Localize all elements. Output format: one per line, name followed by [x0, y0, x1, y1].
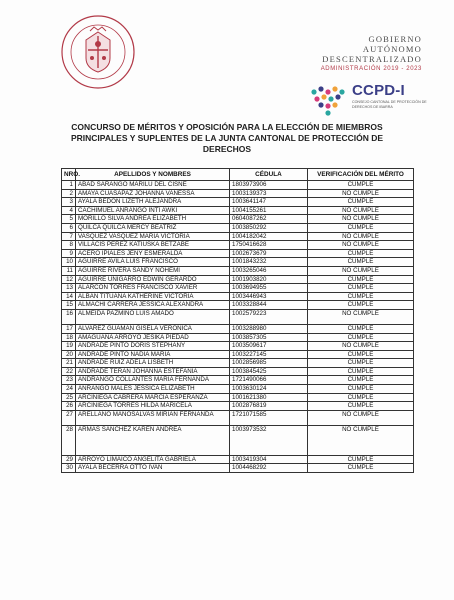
row-verification: CUMPLE — [308, 402, 414, 411]
row-name: ALMACHI CARRERA JESSICA ALEXANDRA — [76, 301, 230, 310]
header-verification: VERIFICACIÓN DEL MÉRITO — [308, 169, 414, 181]
row-name: AYALA BECERRA OTTO IVAN — [76, 464, 230, 473]
table-row — [62, 292, 414, 301]
row-number: 16 — [62, 309, 76, 324]
row-name: ANDRANGO COLLANTES MARIA FERNANDA — [76, 376, 230, 385]
ccpd-name: CCPD-I — [352, 82, 405, 99]
row-name: ARCINIEGA TORRES HILDA MARICELA — [76, 402, 230, 411]
row-number: 20 — [62, 350, 76, 359]
row-name: ANDRADE PINTO DORIS STEPHANY — [76, 342, 230, 351]
table-row — [62, 215, 414, 224]
candidates-table — [61, 168, 414, 473]
row-verification: CUMPLE — [308, 359, 414, 368]
row-cedula: 1003845425 — [230, 367, 308, 376]
row-name: ARCINIEGA CABRERA MARCIA ESPERANZA — [76, 393, 230, 402]
header-names: APELLIDOS Y NOMBRES — [76, 169, 230, 181]
row-verification: NO CUMPLE — [308, 206, 414, 215]
government-header — [292, 34, 422, 72]
title-line-3: DERECHOS — [202, 144, 252, 154]
table-row — [62, 425, 414, 455]
row-number: 25 — [62, 393, 76, 402]
header-cedula: CÉDULA — [230, 169, 308, 181]
row-number: 13 — [62, 284, 76, 293]
row-verification: NO CUMPLE — [308, 342, 414, 351]
table-row — [62, 266, 414, 275]
table-row — [62, 258, 414, 267]
row-verification: CUMPLE — [308, 198, 414, 207]
row-verification: NO CUMPLE — [308, 241, 414, 250]
row-number: 23 — [62, 376, 76, 385]
row-name: ARMAS SANCHEZ KAREN ANDREA — [76, 425, 230, 455]
title-line-2: PRINCIPALES Y SUPLENTES DE LA JUNTA CANTONAL DE PROTECCIÓN DE — [70, 133, 384, 143]
table-row — [62, 324, 414, 333]
title-line-1: CONCURSO DE MÉRITOS Y OPOSICIÓN PARA LA ELECCIÓN DE MIEMBROS — [71, 122, 383, 132]
table-row — [62, 223, 414, 232]
table-row — [62, 309, 414, 324]
row-verification: CUMPLE — [308, 258, 414, 267]
row-name: AGUIRRE AVILA LUIS FRANCISCO — [76, 258, 230, 267]
table-row — [62, 393, 414, 402]
row-verification: CUMPLE — [308, 464, 414, 473]
row-cedula: 1003328844 — [230, 301, 308, 310]
table-row — [62, 301, 414, 310]
row-name: VASQUEZ VASQUEZ MARIA VICTORIA — [76, 232, 230, 241]
row-cedula: 1721071585 — [230, 410, 308, 425]
row-cedula: 1001843232 — [230, 258, 308, 267]
row-name: CACHIMUEL ANRANGO INTI AWKI — [76, 206, 230, 215]
table-row — [62, 189, 414, 198]
row-number: 4 — [62, 206, 76, 215]
row-cedula: 1003139373 — [230, 189, 308, 198]
row-cedula: 1003973532 — [230, 425, 308, 455]
table-header-row — [62, 169, 414, 181]
row-number: 19 — [62, 342, 76, 351]
table-row — [62, 455, 414, 464]
row-name: AGUIRRE RIVERA SANDY NOHEMI — [76, 266, 230, 275]
row-name: ANDRADE PINTO NADIA MARIA — [76, 350, 230, 359]
row-cedula: 1003850292 — [230, 223, 308, 232]
row-verification: NO CUMPLE — [308, 425, 414, 455]
row-number: 29 — [62, 455, 76, 464]
table-row — [62, 410, 414, 425]
table-row — [62, 181, 414, 190]
row-name: AMAGUAÑA ARROYO JESIKA PIEDAD — [76, 333, 230, 342]
row-cedula: 1003857305 — [230, 333, 308, 342]
row-cedula: 0604087262 — [230, 215, 308, 224]
row-verification: CUMPLE — [308, 223, 414, 232]
row-number: 2 — [62, 189, 76, 198]
row-verification: CUMPLE — [308, 324, 414, 333]
row-number: 17 — [62, 324, 76, 333]
row-name: ABAD SARANGO MARILU DEL CISNE — [76, 181, 230, 190]
row-cedula: 1001903820 — [230, 275, 308, 284]
ibarra-seal-logo — [60, 14, 136, 90]
row-number: 24 — [62, 385, 76, 394]
document-title — [40, 122, 414, 155]
row-number: 27 — [62, 410, 76, 425]
row-cedula: 1803973906 — [230, 181, 308, 190]
row-verification: NO CUMPLE — [308, 266, 414, 275]
table-row — [62, 376, 414, 385]
row-number: 7 — [62, 232, 76, 241]
row-name: ALARCON TORRES FRANCISCO XAVIER — [76, 284, 230, 293]
row-number: 11 — [62, 266, 76, 275]
row-name: ANRANGO MALES JESSICA ELIZABETH — [76, 385, 230, 394]
table-row — [62, 359, 414, 368]
row-name: QUILCA QUILCA MERCY BEATRIZ — [76, 223, 230, 232]
table-row — [62, 350, 414, 359]
row-number: 6 — [62, 223, 76, 232]
row-cedula: 1002876819 — [230, 402, 308, 411]
row-number: 8 — [62, 241, 76, 250]
row-cedula: 1003509617 — [230, 342, 308, 351]
row-name: AMAYA CUASAPAZ JOHANNA VANESSA — [76, 189, 230, 198]
row-number: 12 — [62, 275, 76, 284]
table-row — [62, 284, 414, 293]
row-verification: CUMPLE — [308, 249, 414, 258]
row-cedula: 1750416628 — [230, 241, 308, 250]
row-verification: CUMPLE — [308, 393, 414, 402]
row-number: 22 — [62, 367, 76, 376]
row-verification: CUMPLE — [308, 301, 414, 310]
row-number: 30 — [62, 464, 76, 473]
row-name: ALMEIDA PAZMIÑO LUIS AMADO — [76, 309, 230, 324]
row-verification: CUMPLE — [308, 350, 414, 359]
row-cedula: 1002856985 — [230, 359, 308, 368]
row-name: ARROYO LIMAICO ANGELITA GABRIELA — [76, 455, 230, 464]
row-verification: CUMPLE — [308, 385, 414, 394]
row-verification: NO CUMPLE — [308, 410, 414, 425]
row-cedula: 1003694955 — [230, 284, 308, 293]
table-row — [62, 333, 414, 342]
row-number: 15 — [62, 301, 76, 310]
row-name: ALBAN TITUAÑA KATHERINE VICTORIA — [76, 292, 230, 301]
row-name: ARELLANO MANOSALVAS MIRIAN FERNANDA — [76, 410, 230, 425]
table-row — [62, 402, 414, 411]
gov-line-2: AUTÓNOMO — [362, 44, 422, 54]
row-cedula: 1004468292 — [230, 464, 308, 473]
row-verification: CUMPLE — [308, 292, 414, 301]
row-cedula: 1721490066 — [230, 376, 308, 385]
table-row — [62, 206, 414, 215]
row-cedula: 1002579223 — [230, 309, 308, 324]
gov-line-3: DESCENTRALIZADO — [322, 54, 422, 64]
table-row — [62, 275, 414, 284]
row-name: ANDRADE RUIZ ADELA LISBETH — [76, 359, 230, 368]
row-number: 5 — [62, 215, 76, 224]
row-name: VILLACIS PEREZ KATIUSKA BETZABE — [76, 241, 230, 250]
table-row — [62, 367, 414, 376]
row-name: AGUIRRE UNIGARRO EDWIN GERARDO — [76, 275, 230, 284]
row-number: 1 — [62, 181, 76, 190]
row-number: 9 — [62, 249, 76, 258]
table-body — [62, 181, 414, 473]
table-row — [62, 249, 414, 258]
row-cedula: 1001621380 — [230, 393, 308, 402]
row-verification: NO CUMPLE — [308, 189, 414, 198]
administration-period: ADMINISTRACIÓN 2019 - 2023 — [320, 66, 422, 72]
row-cedula: 1002673679 — [230, 249, 308, 258]
row-name: ALVAREZ GUAMAN GISELA VERONICA — [76, 324, 230, 333]
table-row — [62, 241, 414, 250]
row-verification: NO CUMPLE — [308, 309, 414, 324]
row-cedula: 1004155261 — [230, 206, 308, 215]
row-verification: CUMPLE — [308, 284, 414, 293]
row-name: ACERO IPIALES JENY ESMERALDA — [76, 249, 230, 258]
table-row — [62, 342, 414, 351]
row-cedula: 1003288980 — [230, 324, 308, 333]
ccpd-subtitle: CONSEJO CANTONAL DE PROTECCIÓN DE DERECHOS DE IBARRA — [352, 100, 427, 109]
row-verification: CUMPLE — [308, 181, 414, 190]
row-verification: NO CUMPLE — [308, 232, 414, 241]
row-name: AYALA BEDON LIZETH ALEJANDRA — [76, 198, 230, 207]
row-number: 18 — [62, 333, 76, 342]
table-row — [62, 232, 414, 241]
row-cedula: 1003265046 — [230, 266, 308, 275]
row-cedula: 1003227145 — [230, 350, 308, 359]
row-verification: CUMPLE — [308, 455, 414, 464]
row-name: MORILLO SILVA ANDREA ELIZABETH — [76, 215, 230, 224]
table-row — [62, 385, 414, 394]
gov-line-1: GOBIERNO — [368, 34, 422, 44]
table-row — [62, 464, 414, 473]
row-number: 28 — [62, 425, 76, 455]
row-verification: CUMPLE — [308, 367, 414, 376]
row-verification: CUMPLE — [308, 333, 414, 342]
row-number: 21 — [62, 359, 76, 368]
row-cedula: 1003446943 — [230, 292, 308, 301]
row-verification: NO CUMPLE — [308, 215, 414, 224]
row-name: ANDRADE TERAN JOHANNA ESTEFANIA — [76, 367, 230, 376]
row-cedula: 1003641147 — [230, 198, 308, 207]
row-verification: CUMPLE — [308, 376, 414, 385]
table-row — [62, 198, 414, 207]
row-number: 3 — [62, 198, 76, 207]
row-number: 14 — [62, 292, 76, 301]
row-verification: CUMPLE — [308, 275, 414, 284]
row-cedula: 1004182042 — [230, 232, 308, 241]
row-cedula: 1003630124 — [230, 385, 308, 394]
row-number: 10 — [62, 258, 76, 267]
row-cedula: 1003419304 — [230, 455, 308, 464]
header-nro: NRO. — [62, 169, 76, 181]
row-number: 26 — [62, 402, 76, 411]
